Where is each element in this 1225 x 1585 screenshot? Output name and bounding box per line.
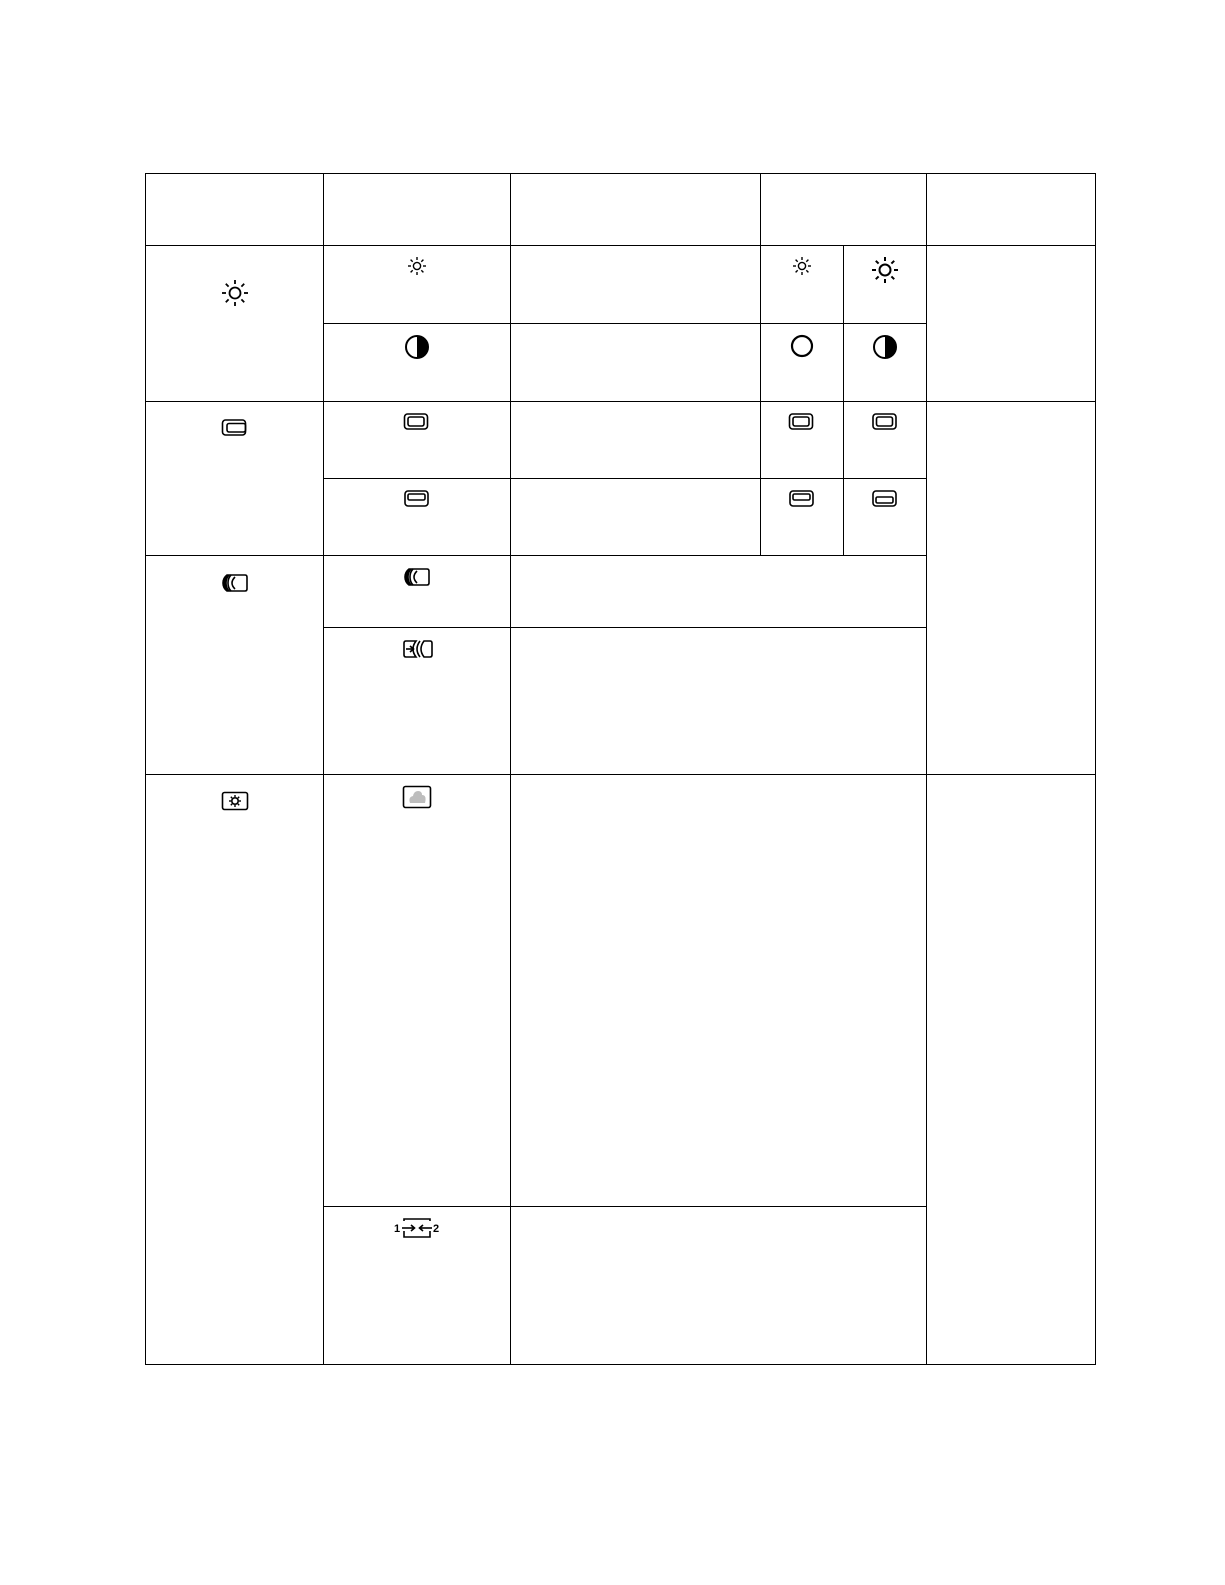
analog-digital-cell-position-setup <box>927 402 1096 775</box>
control-min-brightness <box>761 246 844 324</box>
description-cell-horizontal-position <box>511 402 761 479</box>
control-min-horizontal <box>761 402 844 479</box>
input-signal-icon <box>394 1217 440 1239</box>
brightness-low-icon <box>792 256 812 276</box>
brightness-icon <box>407 256 427 276</box>
submenu-cell-horizontal-position <box>324 402 511 479</box>
horizontal-position-icon <box>403 412 431 432</box>
description-cell-automatic-setup <box>511 556 927 628</box>
description-cell-brightness <box>511 246 761 324</box>
control-max-contrast <box>844 324 927 402</box>
vertical-down-icon <box>788 489 816 509</box>
submenu-cell-color <box>324 775 511 1207</box>
color-icon <box>402 785 432 809</box>
main-menu-cell-image-setup <box>146 556 324 775</box>
image-properties-icon <box>221 791 249 811</box>
control-max-horizontal <box>844 402 927 479</box>
submenu-cell-brightness <box>324 246 511 324</box>
header-cell-submenu <box>324 174 511 246</box>
control-max-brightness <box>844 246 927 324</box>
analog-digital-cell-brightness <box>927 246 1096 402</box>
submenu-cell-input-signal <box>324 1207 511 1365</box>
analog-digital-cell-image-properties <box>927 775 1096 1365</box>
main-menu-cell-image-position <box>146 402 324 556</box>
description-cell-vertical-position <box>511 479 761 556</box>
image-position-icon <box>221 418 249 438</box>
submenu-cell-manual-setup <box>324 628 511 775</box>
horizontal-right-icon <box>871 412 899 432</box>
header-row <box>146 174 1096 246</box>
description-cell-color <box>511 775 927 1207</box>
submenu-cell-contrast <box>324 324 511 402</box>
osd-menu-table <box>145 173 1096 1365</box>
brightness-high-icon <box>871 256 899 284</box>
control-min-vertical <box>761 479 844 556</box>
contrast-high-icon <box>872 334 898 360</box>
submenu-cell-automatic-setup <box>324 556 511 628</box>
table-row <box>146 246 1096 324</box>
brightness-sun-icon <box>221 279 249 307</box>
control-min-contrast <box>761 324 844 402</box>
contrast-icon <box>404 334 430 360</box>
control-max-vertical <box>844 479 927 556</box>
header-cell-controls <box>761 174 927 246</box>
main-menu-cell-image-properties <box>146 775 324 1365</box>
table-row <box>146 775 1096 1207</box>
manual-setup-icon <box>400 638 434 660</box>
image-setup-icon <box>221 572 249 594</box>
osd-menu-table-wrapper <box>145 173 1096 1365</box>
contrast-low-icon <box>790 334 814 358</box>
description-cell-manual-setup <box>511 628 927 775</box>
submenu-cell-vertical-position <box>324 479 511 556</box>
vertical-up-icon <box>871 489 899 509</box>
input-number-2: 2 <box>433 1223 440 1235</box>
input-number-1: 1 <box>394 1223 401 1235</box>
automatic-setup-icon <box>403 566 431 588</box>
table-row <box>146 402 1096 479</box>
vertical-position-icon <box>403 489 431 509</box>
horizontal-left-icon <box>788 412 816 432</box>
main-menu-cell-brightness <box>146 246 324 402</box>
header-cell-analog-digital <box>927 174 1096 246</box>
header-cell-main-menu <box>146 174 324 246</box>
description-cell-contrast <box>511 324 761 402</box>
header-cell-description <box>511 174 761 246</box>
description-cell-input-signal <box>511 1207 927 1365</box>
